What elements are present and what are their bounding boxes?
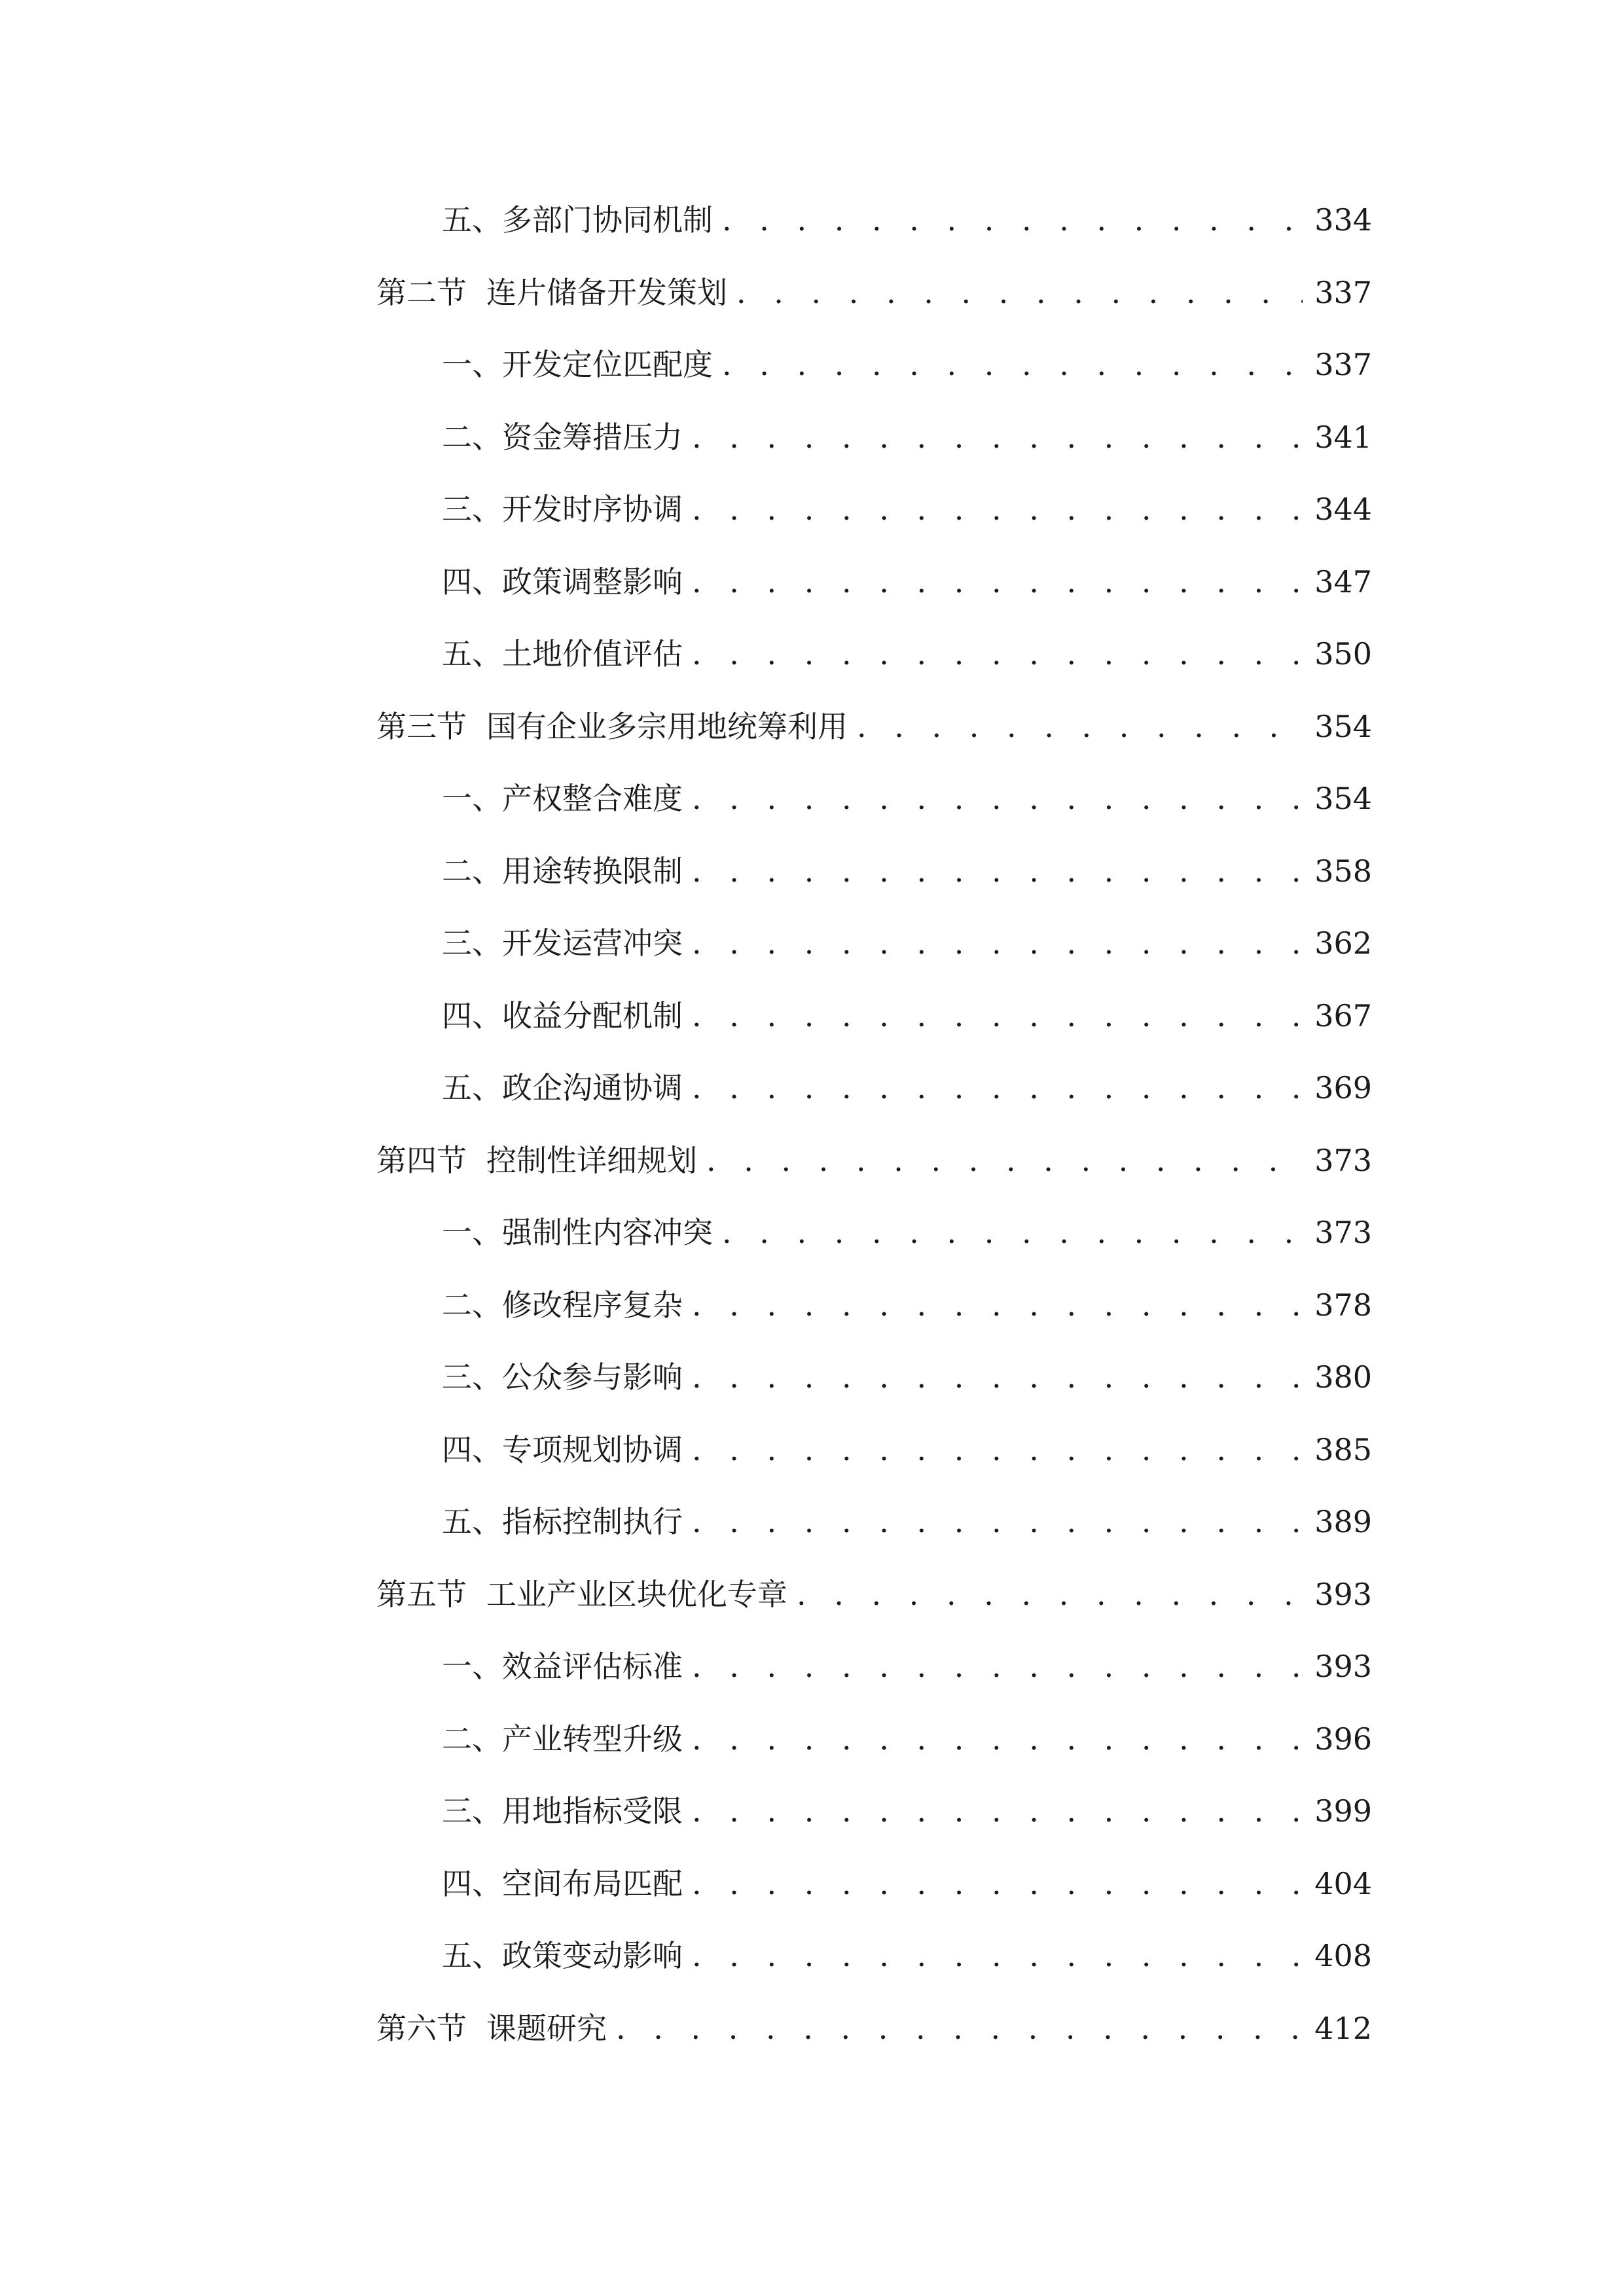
toc-dot-leader bbox=[692, 1721, 1303, 1757]
toc-entry-title: 国有企业多宗用地统筹利用 bbox=[486, 708, 848, 744]
toc-entry-number: 一、 bbox=[442, 347, 502, 382]
toc-dot-leader bbox=[692, 998, 1303, 1033]
toc-entry-subsection[interactable] bbox=[376, 848, 1372, 920]
toc-entry-title: 收益分配机制 bbox=[502, 997, 683, 1033]
toc-entry-subsection[interactable] bbox=[376, 1643, 1372, 1715]
toc-entry-title: 控制性详细规划 bbox=[486, 1142, 697, 1178]
toc-entry-number: 第四节 bbox=[376, 1142, 467, 1178]
toc-entry-page-number: 354 bbox=[1314, 781, 1372, 816]
toc-dot-leader bbox=[692, 636, 1303, 672]
toc-entry-number: 三、 bbox=[442, 1793, 502, 1829]
toc-entry-page-number: 412 bbox=[1314, 2010, 1372, 2046]
toc-entry-title: 土地价值评估 bbox=[502, 636, 683, 672]
toc-entry-page-number: 404 bbox=[1314, 1865, 1372, 1901]
toc-entry-subsection[interactable] bbox=[376, 1354, 1372, 1426]
toc-dot-leader bbox=[797, 1577, 1303, 1612]
toc-entry-page-number: 373 bbox=[1314, 1142, 1372, 1178]
toc-entry-subsection[interactable] bbox=[376, 341, 1372, 414]
toc-dot-leader bbox=[692, 1866, 1303, 1901]
toc-entry-title: 连片储备开发策划 bbox=[486, 274, 727, 310]
toc-dot-leader bbox=[692, 1504, 1303, 1539]
toc-entry-subsection[interactable] bbox=[376, 1787, 1372, 1860]
table-of-contents bbox=[376, 196, 1372, 2077]
toc-entry-subsection[interactable] bbox=[376, 1932, 1372, 2005]
toc-entry-subsection[interactable] bbox=[376, 558, 1372, 631]
toc-entry-title: 资金筹措压力 bbox=[502, 419, 683, 455]
toc-entry-number: 一、 bbox=[442, 1649, 502, 1684]
toc-entry-page-number: 380 bbox=[1314, 1359, 1372, 1395]
toc-entry-title: 指标控制执行 bbox=[502, 1504, 683, 1539]
toc-entry-page-number: 393 bbox=[1314, 1576, 1372, 1612]
toc-entry-page-number: 369 bbox=[1314, 1070, 1372, 1105]
toc-entry-page-number: 344 bbox=[1314, 492, 1372, 527]
toc-entry-number: 第三节 bbox=[376, 708, 467, 744]
toc-entry-subsection[interactable] bbox=[376, 1860, 1372, 1933]
toc-dot-leader bbox=[692, 1793, 1303, 1829]
toc-entry-section[interactable] bbox=[376, 703, 1372, 776]
toc-entry-title: 产业转型升级 bbox=[502, 1721, 683, 1757]
toc-entry-page-number: 367 bbox=[1314, 997, 1372, 1033]
toc-entry-number: 二、 bbox=[442, 419, 502, 455]
toc-entry-number: 五、 bbox=[442, 202, 502, 238]
toc-entry-subsection[interactable] bbox=[376, 992, 1372, 1065]
toc-entry-page-number: 337 bbox=[1314, 347, 1372, 382]
toc-dot-leader bbox=[692, 853, 1303, 889]
toc-dot-leader bbox=[616, 2011, 1303, 2046]
toc-dot-leader bbox=[692, 1070, 1303, 1105]
toc-dot-leader bbox=[722, 202, 1303, 238]
toc-entry-page-number: 362 bbox=[1314, 925, 1372, 961]
toc-entry-section[interactable] bbox=[376, 269, 1372, 342]
toc-entry-page-number: 337 bbox=[1314, 274, 1372, 310]
toc-entry-number: 四、 bbox=[442, 1431, 502, 1467]
toc-entry-number: 二、 bbox=[442, 1721, 502, 1757]
toc-dot-leader bbox=[736, 275, 1303, 310]
toc-entry-number: 三、 bbox=[442, 1359, 502, 1395]
toc-entry-number: 三、 bbox=[442, 925, 502, 961]
toc-entry-title: 开发定位匹配度 bbox=[502, 347, 713, 382]
toc-entry-page-number: 389 bbox=[1314, 1504, 1372, 1539]
toc-entry-section[interactable] bbox=[376, 2005, 1372, 2077]
toc-entry-page-number: 347 bbox=[1314, 564, 1372, 600]
toc-dot-leader bbox=[692, 492, 1303, 527]
toc-entry-subsection[interactable] bbox=[376, 1209, 1372, 1282]
toc-entry-page-number: 408 bbox=[1314, 1938, 1372, 1973]
toc-dot-leader bbox=[857, 709, 1303, 744]
toc-entry-title: 开发运营冲突 bbox=[502, 925, 683, 961]
toc-entry-number: 五、 bbox=[442, 1070, 502, 1105]
toc-entry-subsection[interactable] bbox=[376, 486, 1372, 558]
toc-entry-section[interactable] bbox=[376, 1137, 1372, 1210]
toc-entry-page-number: 373 bbox=[1314, 1215, 1372, 1250]
toc-entry-number: 五、 bbox=[442, 636, 502, 672]
toc-dot-leader bbox=[692, 1649, 1303, 1684]
toc-entry-subsection[interactable] bbox=[376, 1282, 1372, 1354]
toc-entry-subsection[interactable] bbox=[376, 775, 1372, 848]
toc-entry-subsection[interactable] bbox=[376, 1064, 1372, 1137]
toc-dot-leader bbox=[692, 781, 1303, 816]
toc-entry-page-number: 341 bbox=[1314, 419, 1372, 455]
toc-entry-title: 专项规划协调 bbox=[502, 1431, 683, 1467]
toc-entry-title: 政策变动影响 bbox=[502, 1938, 683, 1973]
toc-dot-leader bbox=[722, 1215, 1303, 1250]
toc-dot-leader bbox=[692, 1938, 1303, 1973]
toc-entry-number: 四、 bbox=[442, 564, 502, 600]
toc-entry-number: 第五节 bbox=[376, 1576, 467, 1612]
toc-entry-page-number: 385 bbox=[1314, 1431, 1372, 1467]
toc-entry-title: 空间布局匹配 bbox=[502, 1865, 683, 1901]
toc-entry-subsection[interactable] bbox=[376, 1498, 1372, 1571]
toc-entry-page-number: 399 bbox=[1314, 1793, 1372, 1829]
toc-entry-title: 修改程序复杂 bbox=[502, 1287, 683, 1323]
toc-entry-title: 政策调整影响 bbox=[502, 564, 683, 600]
toc-entry-title: 效益评估标准 bbox=[502, 1649, 683, 1684]
toc-entry-number: 二、 bbox=[442, 853, 502, 889]
toc-entry-number: 四、 bbox=[442, 997, 502, 1033]
toc-entry-subsection[interactable] bbox=[376, 920, 1372, 992]
toc-entry-title: 用地指标受限 bbox=[502, 1793, 683, 1829]
toc-entry-subsection[interactable] bbox=[376, 1426, 1372, 1499]
toc-dot-leader bbox=[692, 1359, 1303, 1395]
toc-dot-leader bbox=[706, 1143, 1303, 1178]
toc-entry-number: 一、 bbox=[442, 781, 502, 816]
toc-dot-leader bbox=[692, 925, 1303, 961]
toc-entry-page-number: 378 bbox=[1314, 1287, 1372, 1323]
toc-entry-subsection[interactable] bbox=[376, 630, 1372, 703]
toc-entry-page-number: 334 bbox=[1314, 202, 1372, 238]
toc-entry-number: 一、 bbox=[442, 1215, 502, 1250]
toc-entry-number: 第二节 bbox=[376, 274, 467, 310]
toc-entry-title: 公众参与影响 bbox=[502, 1359, 683, 1395]
toc-entry-title: 政企沟通协调 bbox=[502, 1070, 683, 1105]
toc-dot-leader bbox=[692, 564, 1303, 600]
toc-entry-title: 产权整合难度 bbox=[502, 781, 683, 816]
toc-entry-page-number: 396 bbox=[1314, 1721, 1372, 1757]
toc-entry-page-number: 354 bbox=[1314, 708, 1372, 744]
toc-entry-number: 五、 bbox=[442, 1938, 502, 1973]
toc-entry-number: 四、 bbox=[442, 1865, 502, 1901]
toc-entry-title: 多部门协同机制 bbox=[502, 202, 713, 238]
toc-dot-leader bbox=[692, 420, 1303, 455]
toc-entry-subsection[interactable] bbox=[376, 414, 1372, 486]
toc-dot-leader bbox=[692, 1432, 1303, 1467]
toc-entry-title: 强制性内容冲突 bbox=[502, 1215, 713, 1250]
toc-entry-title: 课题研究 bbox=[486, 2010, 607, 2046]
toc-dot-leader bbox=[722, 347, 1303, 382]
toc-entry-number: 第六节 bbox=[376, 2010, 467, 2046]
toc-entry-page-number: 393 bbox=[1314, 1649, 1372, 1684]
toc-dot-leader bbox=[692, 1287, 1303, 1323]
toc-entry-title: 用途转换限制 bbox=[502, 853, 683, 889]
toc-entry-subsection[interactable] bbox=[376, 1715, 1372, 1788]
toc-entry-number: 五、 bbox=[442, 1504, 502, 1539]
toc-entry-section[interactable] bbox=[376, 1571, 1372, 1643]
toc-entry-title: 开发时序协调 bbox=[502, 492, 683, 527]
toc-entry-title: 工业产业区块优化专章 bbox=[486, 1576, 787, 1612]
toc-entry-subsection[interactable] bbox=[376, 196, 1372, 269]
toc-entry-number: 二、 bbox=[442, 1287, 502, 1323]
toc-entry-number: 三、 bbox=[442, 492, 502, 527]
toc-entry-page-number: 350 bbox=[1314, 636, 1372, 672]
toc-entry-page-number: 358 bbox=[1314, 853, 1372, 889]
